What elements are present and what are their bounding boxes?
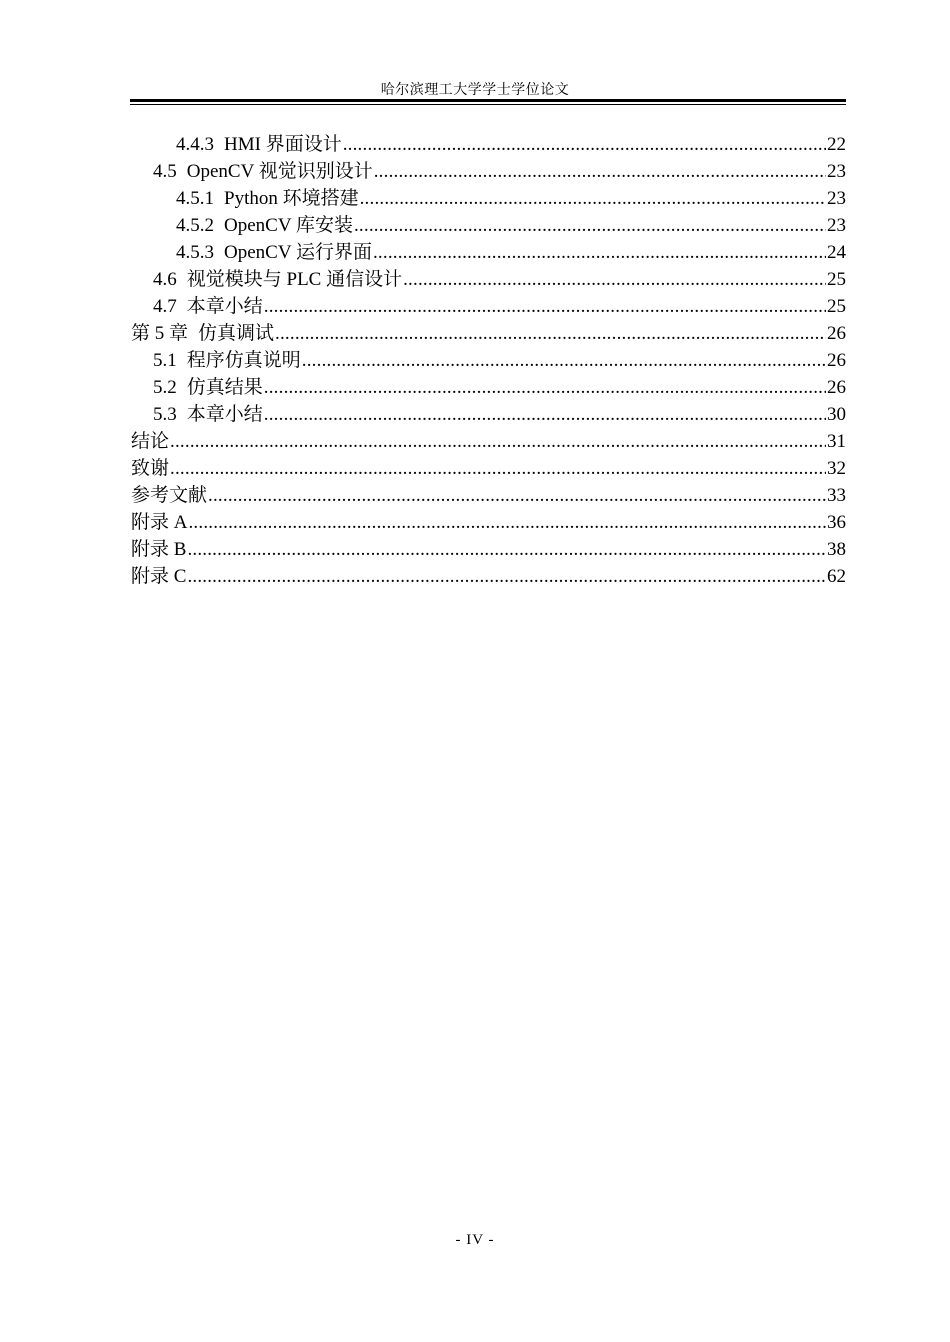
- toc-entry-title: 附录 C: [131, 566, 187, 587]
- toc-entry-title: 程序仿真说明: [186, 350, 301, 371]
- toc-entry-number: 4.5.2: [176, 215, 214, 236]
- toc-entry-page: 26: [827, 323, 846, 344]
- toc-entry-page: 25: [827, 269, 846, 290]
- toc-leader-dots: [208, 482, 826, 509]
- toc-leader-dots: [343, 131, 826, 158]
- toc-entry-title: 视觉模块与 PLC 通信设计: [186, 269, 403, 290]
- toc-leader-dots: [264, 293, 826, 320]
- toc-entry-acknowledgements[interactable]: [131, 455, 846, 482]
- toc-entry-title: Python 环境搭建: [224, 188, 359, 209]
- toc-leader-dots: [264, 374, 826, 401]
- toc-entry-page: 36: [827, 512, 846, 533]
- toc-entry-chapter[interactable]: [131, 320, 846, 347]
- toc-leader-dots: [360, 185, 826, 212]
- toc-entry-page: 62: [827, 566, 846, 587]
- toc-entry-title: 致谢: [131, 458, 170, 479]
- toc-entry-title: 参考文献: [131, 485, 208, 506]
- toc-leader-dots: [275, 320, 826, 347]
- toc-entry[interactable]: [131, 185, 846, 212]
- toc-entry-page: 31: [827, 431, 846, 452]
- toc-leader-dots: [264, 401, 826, 428]
- running-header: 哈尔滨理工大学学士学位论文: [380, 83, 570, 98]
- toc-entry[interactable]: [131, 158, 846, 185]
- toc-entry-page: 33: [827, 485, 846, 506]
- toc-entry-number: 5.1: [153, 350, 177, 371]
- toc-entry-appendix-a[interactable]: [131, 509, 846, 536]
- toc-entry-page: 25: [827, 296, 846, 317]
- toc-entry-title: OpenCV 库安装: [224, 215, 353, 236]
- toc-entry-page: 30: [827, 404, 846, 425]
- toc-entry-title: 仿真调试: [198, 323, 275, 344]
- toc-leader-dots: [170, 428, 826, 455]
- toc-entry-number: 4.5: [153, 161, 177, 182]
- toc-entry-title: 结论: [131, 431, 170, 452]
- toc-entry-page: 23: [827, 161, 846, 182]
- toc-entry[interactable]: [131, 212, 846, 239]
- toc-entry-page: 24: [827, 242, 846, 263]
- toc-entry-page: 26: [827, 350, 846, 371]
- toc-leader-dots: [187, 536, 826, 563]
- toc-entry-page: 22: [827, 134, 846, 155]
- toc-entry-number: 4.5.3: [176, 242, 214, 263]
- page-number: - IV -: [455, 1232, 495, 1248]
- toc-entry-page: 23: [827, 215, 846, 236]
- toc-entry-title: OpenCV 视觉识别设计: [186, 161, 373, 182]
- toc-entry[interactable]: [131, 374, 846, 401]
- header-rule-thick: [130, 99, 846, 102]
- toc-leader-dots: [187, 563, 826, 590]
- toc-entry[interactable]: [131, 401, 846, 428]
- toc-entry-page: 38: [827, 539, 846, 560]
- toc-entry-number: 第 5 章: [131, 323, 189, 344]
- toc-entry-number: 4.5.1: [176, 188, 214, 209]
- toc-entry-number: 5.2: [153, 377, 177, 398]
- toc-entry-title: HMI 界面设计: [224, 134, 342, 155]
- table-of-contents: [131, 131, 846, 590]
- toc-entry-appendix-b[interactable]: [131, 536, 846, 563]
- toc-entry-page: 32: [827, 458, 846, 479]
- toc-entry-title: 本章小结: [186, 404, 263, 425]
- toc-entry-title: OpenCV 运行界面: [224, 242, 372, 263]
- toc-entry-title: 附录 A: [131, 512, 188, 533]
- toc-entry[interactable]: [131, 131, 846, 158]
- toc-entry-page: 23: [827, 188, 846, 209]
- toc-entry-title: 仿真结果: [186, 377, 263, 398]
- header-rule-thin: [130, 104, 846, 105]
- toc-entry-page: 26: [827, 377, 846, 398]
- toc-entry[interactable]: [131, 239, 846, 266]
- toc-leader-dots: [188, 509, 826, 536]
- toc-entry-number: 4.6: [153, 269, 177, 290]
- toc-entry-title: 本章小结: [186, 296, 263, 317]
- toc-leader-dots: [374, 158, 826, 185]
- toc-entry-references[interactable]: [131, 482, 846, 509]
- toc-entry-conclusion[interactable]: [131, 428, 846, 455]
- toc-entry-appendix-c[interactable]: [131, 563, 846, 590]
- toc-leader-dots: [373, 239, 826, 266]
- toc-entry[interactable]: [131, 293, 846, 320]
- toc-entry[interactable]: [131, 347, 846, 374]
- toc-entry[interactable]: [131, 266, 846, 293]
- toc-entry-number: 4.4.3: [176, 134, 214, 155]
- toc-leader-dots: [403, 266, 826, 293]
- toc-entry-title: 附录 B: [131, 539, 187, 560]
- toc-leader-dots: [354, 212, 826, 239]
- toc-leader-dots: [170, 455, 826, 482]
- toc-leader-dots: [302, 347, 826, 374]
- toc-entry-number: 5.3: [153, 404, 177, 425]
- toc-entry-number: 4.7: [153, 296, 177, 317]
